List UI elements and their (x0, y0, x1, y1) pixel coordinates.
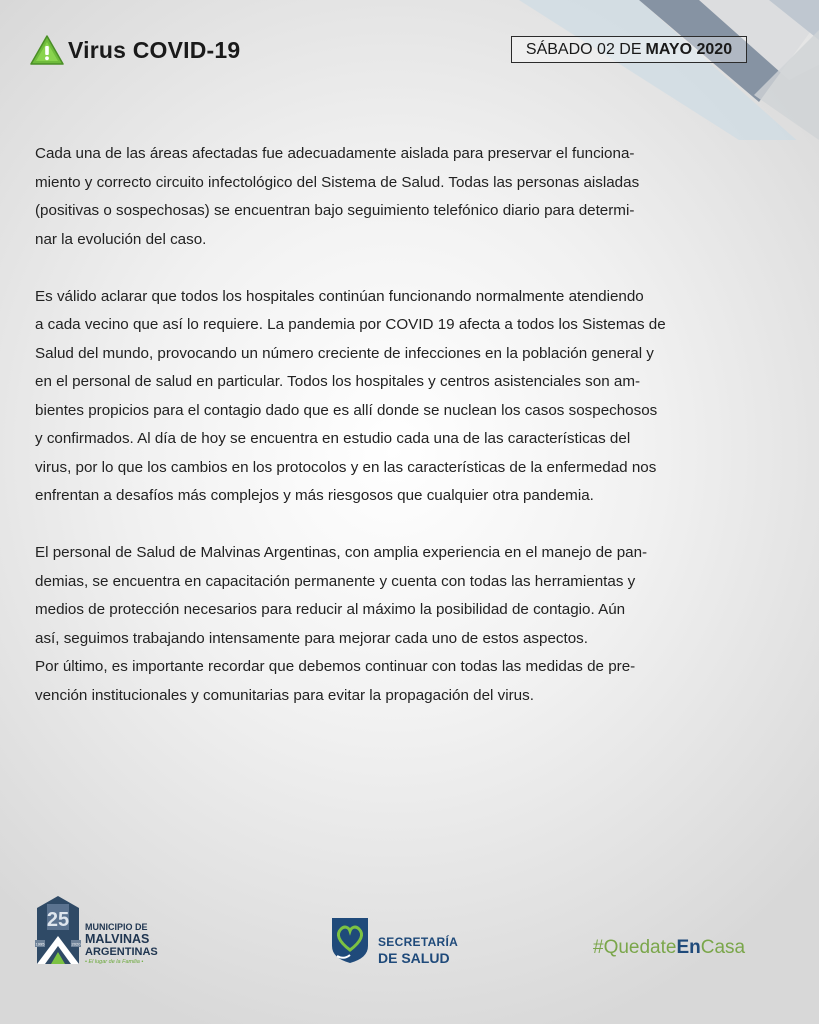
badge-number: 25 (46, 909, 70, 931)
secretaria-salud-logo (330, 914, 470, 970)
date-badge (511, 36, 747, 63)
municipio-line1: MUNICIPIO DE (85, 922, 148, 932)
secretaria-line2: DE SALUD (378, 949, 450, 966)
paragraph: El personal de Salud de Malvinas Argentinas, con amplia experiencia en el manejo de pan- demias, se encuentra en capacitación permanente y cuenta con todas las herramientas y medios de protección necesarios para reducir al máximo la posibilidad de contagio. Aún así, seguimos trabajando intensamente para mejorar cada uno de estos aspectos. (35, 544, 648, 647)
hashtag-part2: En (676, 937, 701, 958)
years-left: 1995 (35, 941, 45, 947)
warning-icon (30, 35, 64, 65)
date-month-year: MAYO 2020 (645, 40, 733, 58)
paragraph: Es válido aclarar que todos los hospitales continúan funcionando normalmente atendiendo a cada vecino que así lo requiere. La pandemia por COVID 19 afecta a todos los Sistemas de Salud del mundo, provocando un número creciente de infecciones en la población general y en el personal de salud en particular. Todos los hospitales y centros asistenciales son am- bientes propicios para el contagio dado que es allí donde se nuclean los casos sospechosos y confirmados. Al día de hoy se encuentra en estudio cada una de las características del virus, por lo que los cambios en los protocolos y en las características de la enfermedad nos enfrentan a desafíos más complejos y más riesgosos que cualquier otra pandemia. (35, 287, 666, 504)
municipio-tagline: • El lugar de la Familia • (85, 958, 144, 965)
title-text: Virus COVID-19 (68, 36, 241, 63)
article-body (35, 140, 750, 710)
municipio-logo (33, 894, 163, 966)
date-day: SÁBADO 02 DE (525, 40, 642, 58)
municipio-line3: ARGENTINAS (85, 945, 158, 958)
paragraph: Por último, es importante recordar que debemos continuar con todas las medidas de pre- vención institucionales y comunitarias para evitar la propagación del virus. (35, 658, 636, 704)
hashtag-part3: Casa (700, 937, 746, 958)
years-right: 2020 (71, 941, 81, 947)
municipio-line2: MALVINAS (85, 932, 150, 946)
hashtag (593, 937, 745, 959)
municipio-emblem-icon (33, 894, 83, 966)
page-title (30, 34, 240, 66)
corner-decoration (519, 0, 819, 140)
heart-shield-icon (330, 916, 370, 964)
paragraph: Cada una de las áreas afectadas fue adecuadamente aislada para preservar el funciona- miento y correcto circuito infectológico del Sistema de Salud. Todas las personas aisladas (positivas o sospechosas) se encuentran bajo seguimiento telefónico diario para determi- nar la evolución del caso. (35, 145, 640, 248)
secretaria-line1: SECRETARÍA (378, 935, 459, 949)
hashtag-part1: #Quedate (593, 937, 677, 958)
